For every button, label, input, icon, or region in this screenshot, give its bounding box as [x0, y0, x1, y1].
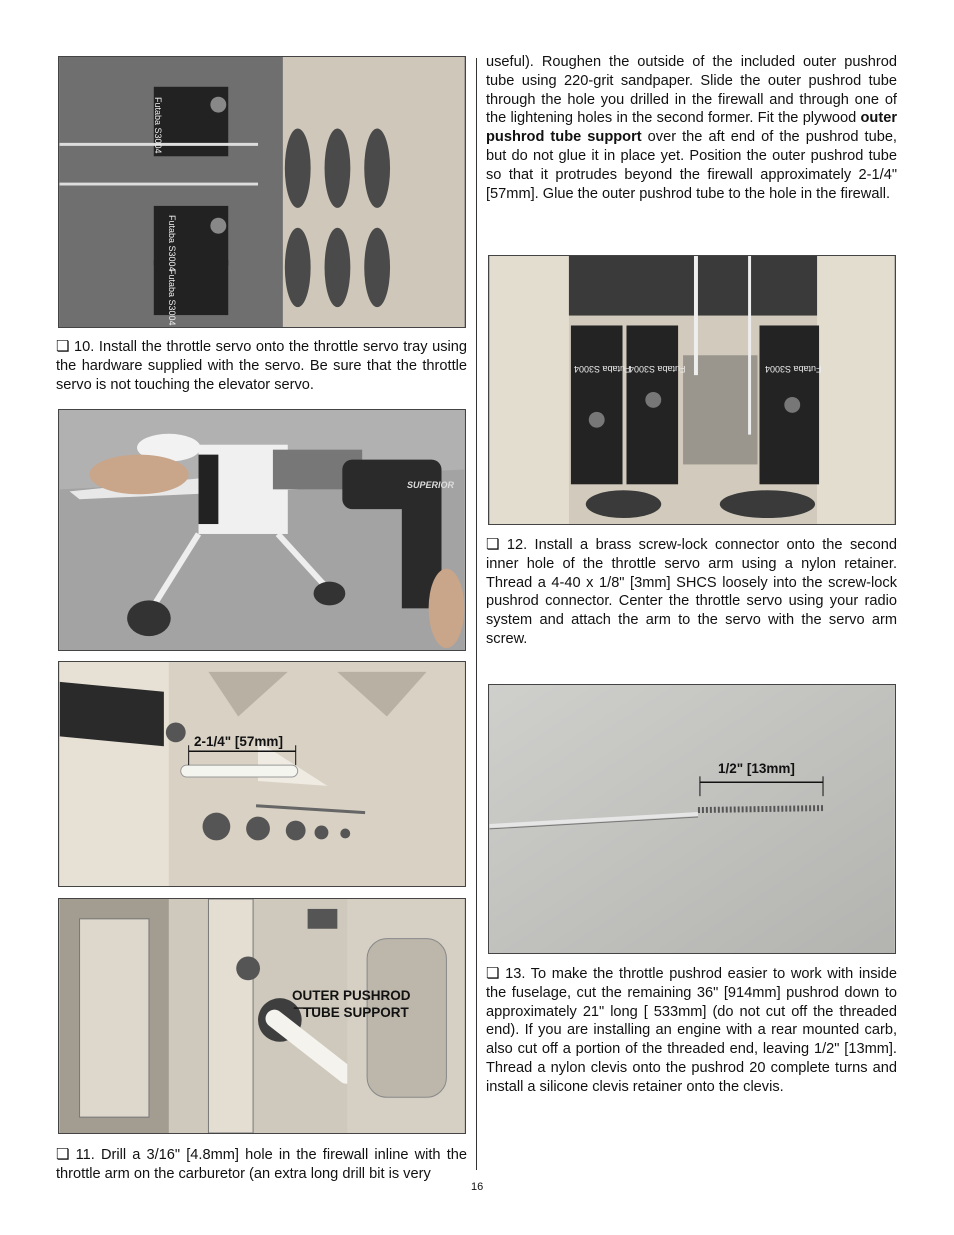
- servo-label: Futaba S3004: [167, 215, 177, 272]
- photo-pushrod-tube-support: [58, 898, 466, 1134]
- page-number: 16: [471, 1181, 484, 1193]
- column-divider: [476, 58, 477, 1170]
- firewall-illustration: [59, 662, 465, 886]
- outer-pushrod-tube-support-term: outer pushrod tube support: [486, 110, 897, 146]
- step-12-text: ❏ 12. Install a brass screw-lock connector onto the second inner hole of the throttle servo arm using a nylon retainer. Thread a 4-40 x 1/8" [3mm] SHCS loosely into the screw-lock pushrod connector. Center the throttle servo using your radio system and attach the arm to the servo with the servo arm screw.: [486, 535, 897, 647]
- drill-brand-label: SUPERIOR: [407, 480, 455, 490]
- servo-label: Futaba S3004: [153, 97, 163, 154]
- photo-drilling-firewall: [58, 409, 466, 651]
- servo-label: Futaba S3004: [629, 364, 686, 374]
- servo-tray-illustration: [59, 57, 465, 327]
- photo-servo-tray: [58, 56, 466, 328]
- photo-throttle-servo-arm: [488, 255, 896, 525]
- checkbox-icon[interactable]: ❏: [56, 1145, 70, 1163]
- drilling-illustration: [59, 410, 465, 650]
- support-label: TUBE SUPPORT: [303, 1005, 409, 1020]
- support-label: OUTER PUSHROD: [292, 988, 411, 1003]
- checkbox-icon[interactable]: ❏: [56, 337, 70, 355]
- servo-label: Futaba S3004: [574, 364, 631, 374]
- step-11-continued-text: useful). Roughen the outside of the included outer pushrod tube using 220-grit sandpaper. Slide the outer pushrod tube through the hole you drilled in the firewall and through one of the lightening holes in the second former. Fit the plywood outer pushrod tube support over the aft end of the pushrod tube, but do not glue it in place yet. Position the outer pushrod tube so that it protrudes beyond the firewall approximately 2-1/4" [57mm]. Glue the outer pushrod tube to the hole in the firewall.: [486, 54, 897, 202]
- pushrod-illustration: [489, 685, 895, 953]
- servo-label: Futaba S3004: [167, 269, 177, 326]
- photo-pushrod-threaded-end: [488, 684, 896, 954]
- checkbox-icon[interactable]: ❏: [486, 964, 500, 982]
- checkbox-icon[interactable]: ❏: [486, 535, 500, 553]
- servo-label: Futaba S3004: [765, 364, 822, 374]
- dimension-label: 2-1/4" [57mm]: [194, 734, 283, 749]
- step-10-text: ❏ 10. Install the throttle servo onto the throttle servo tray using the hardware supplied with the servo. Be sure that the throttle servo is not touching the elevator servo.: [56, 337, 467, 393]
- photo-firewall-measurement: [58, 661, 466, 887]
- step-13-text: ❏ 13. To make the throttle pushrod easier to work with inside the fuselage, cut the remaining 36" [914mm] pushrod down to approximately 21" long [ 533mm] (do not cut off the threaded end). If you are installing an engine with a rear mounted carb, also cut off a portion of the threaded end, leaving 1/2" [13mm]. Thread a nylon clevis onto the pushrod 20 complete turns and install a silicone clevis retainer onto the clevis.: [486, 964, 897, 1095]
- throttle-servo-illustration: [489, 256, 895, 524]
- step-11-text: ❏ 11. Drill a 3/16" [4.8mm] hole in the firewall inline with the throttle arm on the carburetor (an extra long drill bit is very: [56, 1145, 467, 1182]
- dimension-label: 1/2" [13mm]: [718, 761, 795, 776]
